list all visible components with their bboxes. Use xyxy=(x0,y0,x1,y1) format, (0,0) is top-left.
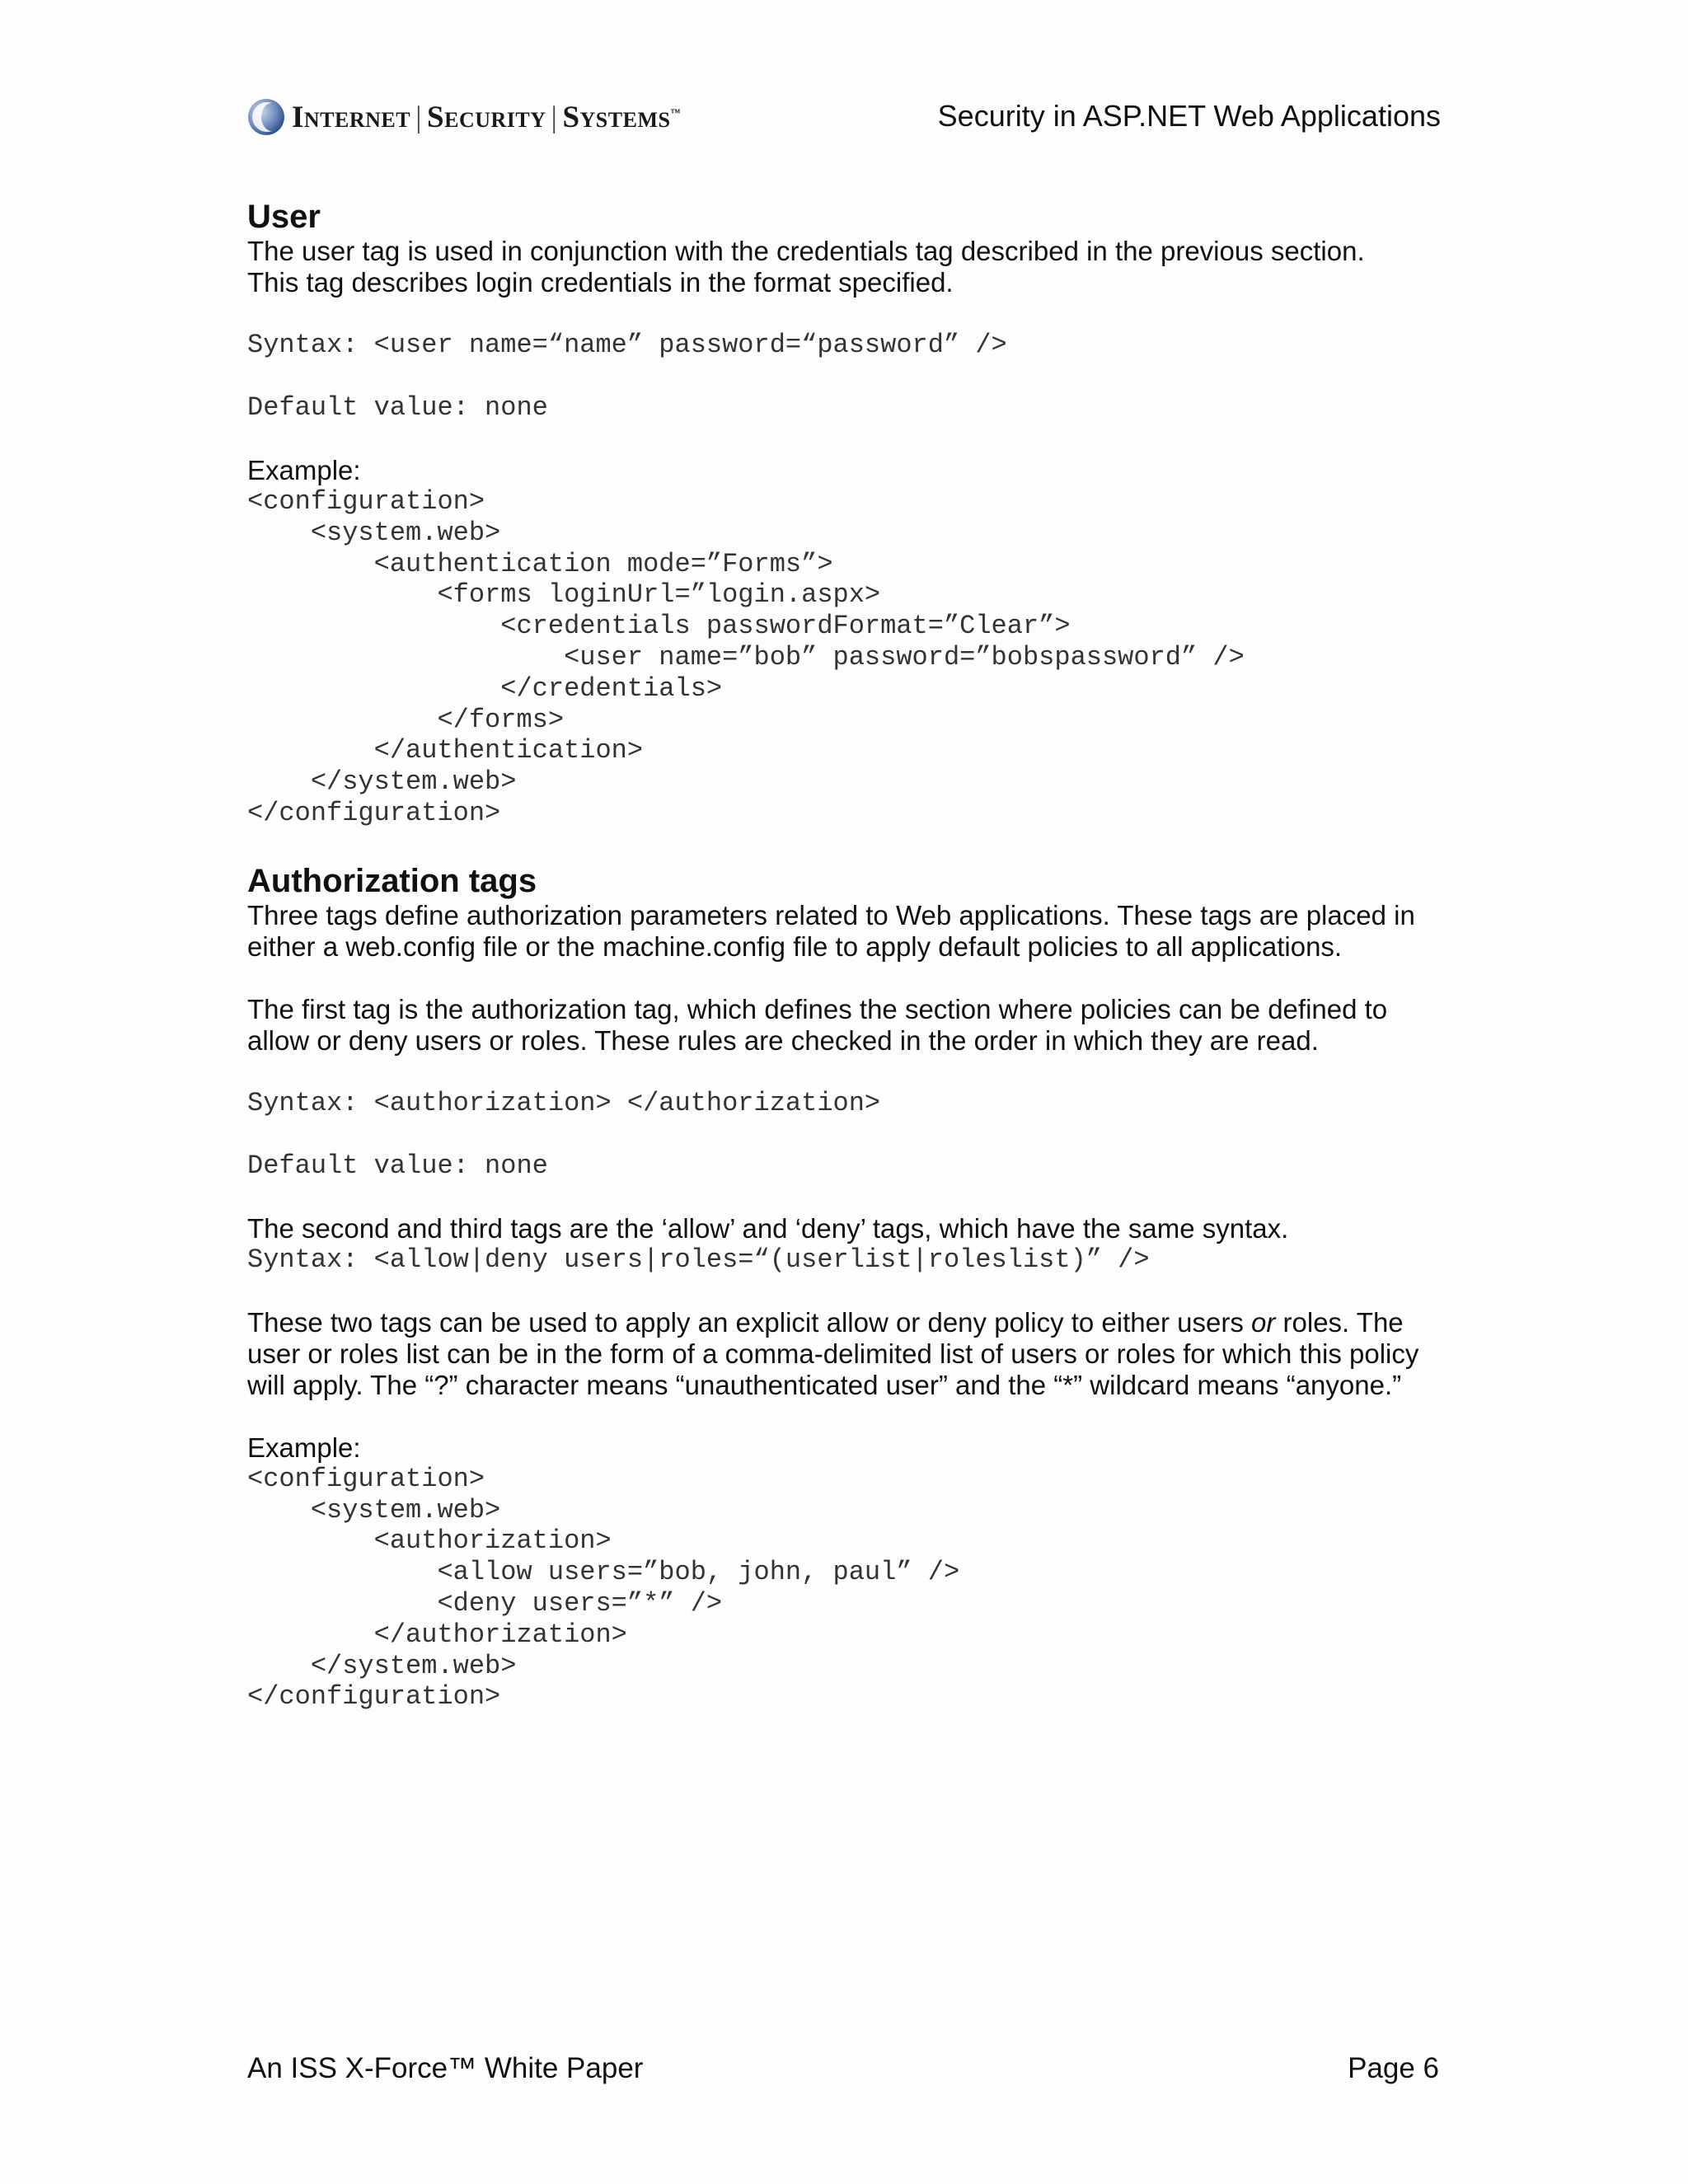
auth-para1-line-1: Three tags define authorization parameters related to Web applications. These tags are placed in xyxy=(247,899,1415,930)
user-example-code: <configuration> <system.web> <authentication mode=”Forms”> <forms loginUrl=”login.aspx> <credentials passwordFormat=”Clear”> <user name=”bob” password=”bobspassword” /> </credentials> </forms> </authentication> </system.web> </configuration> xyxy=(247,486,1245,828)
company-logo xyxy=(247,97,681,137)
user-intro-line-1: The user tag is used in conjunction with the credentials tag described in the previous section. xyxy=(247,236,1365,266)
auth-syntax: Syntax: <authorization> </authorization> xyxy=(247,1087,881,1118)
auth-example-code: <configuration> <system.web> <authorization> <allow users=”bob, john, paul” /> <deny users=”*” /> </authorization> </system.web> </configuration> xyxy=(247,1463,960,1713)
auth-para2-line-1: The first tag is the authorization tag, which defines the section where policies can be defined to xyxy=(247,993,1388,1024)
page-header xyxy=(247,92,1441,138)
page-content xyxy=(247,198,1451,1713)
footer-page-number: Page 6 xyxy=(1348,2052,1439,2084)
section-heading-user: User xyxy=(247,199,321,235)
allow-deny-syntax: Syntax: <allow|deny users|roles=“(userlist|roleslist)” /> xyxy=(247,1244,1150,1275)
section-authorization xyxy=(247,862,1451,1713)
document-title: Security in ASP.NET Web Applications xyxy=(937,99,1441,133)
user-example-label: Example: xyxy=(247,455,361,485)
allow-deny-para-line-1: These two tags can be used to apply an explicit allow or deny policy to either users or roles. The xyxy=(247,1306,1404,1338)
allow-deny-para-line-3: will apply. The “?” character means “unauthenticated user” and the “*” wildcard means “anyone.” xyxy=(247,1369,1402,1400)
auth-default-value: Default value: none xyxy=(247,1150,548,1181)
logo-word-security: Security xyxy=(427,100,546,134)
user-default-value: Default value: none xyxy=(247,392,548,423)
allow-deny-intro: The second and third tags are the ‘allow’ and ‘deny’ tags, which have the same syntax. xyxy=(247,1212,1289,1244)
footer-publication: An ISS X-Force™ White Paper xyxy=(247,2052,644,2084)
auth-example-label: Example: xyxy=(247,1432,361,1463)
logo-wordmark: Internet | Security | Systems™ xyxy=(292,100,681,134)
allow-deny-para-line-2: user or roles list can be in the form of a comma-delimited list of users or roles for which this policy xyxy=(247,1338,1419,1369)
section-heading-authorization: Authorization tags xyxy=(247,862,537,899)
auth-para2-line-2: allow or deny users or roles. These rules are checked in the order in which they are read. xyxy=(247,1024,1319,1056)
user-intro-line-2: This tag describes login credentials in the format specified. xyxy=(247,267,954,298)
logo-word-systems: Systems xyxy=(562,100,671,134)
user-syntax: Syntax: <user name=“name” password=“password” /> xyxy=(247,330,1007,360)
logo-word-internet: Internet xyxy=(292,100,411,134)
auth-para1-line-2: either a web.config file or the machine.config file to apply default policies to all applications. xyxy=(247,930,1343,962)
logo-trademark: ™ xyxy=(670,106,681,119)
iss-logo-icon xyxy=(247,98,285,136)
section-user xyxy=(247,198,1451,829)
